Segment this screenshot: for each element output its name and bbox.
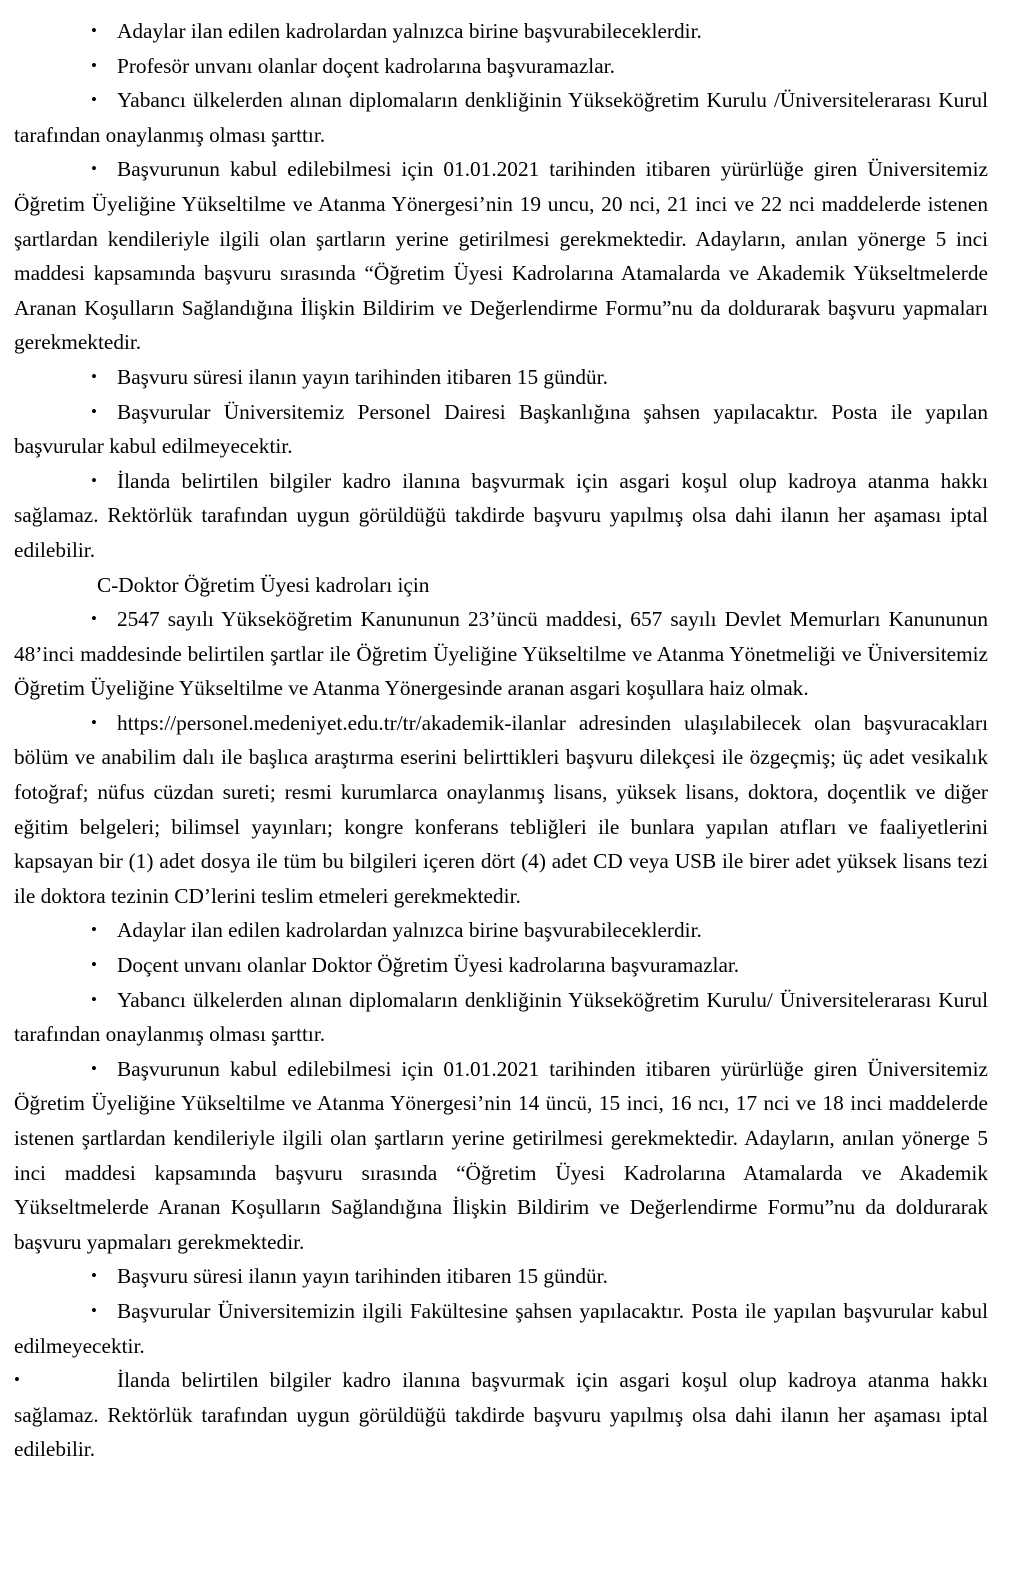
bullet-icon: • bbox=[91, 159, 97, 179]
list-item bbox=[14, 1259, 988, 1294]
bullet-icon: • bbox=[91, 55, 97, 75]
bullet-icon: • bbox=[91, 90, 97, 110]
list-item-text: https://personel.medeniyet.edu.tr/tr/akademik-ilanlar adresinden ulaşılabilecek olan başvuracakları bölüm ve anabilim dalı ile başlıca araştırma eserini belirttikleri başvuru dilekçesi ile özgeçmiş; üç adet vesikalık fotoğraf; nüfus cüzdan sureti; resmi kurumlarca onaylanmış lisans, yüksek lisans, doktora, doçentlik ve diğer eğitim belgeleri; bilimsel yayınları; kongre konferans tebliğleri ile bunlara yapılan atıfları ve faaliyetlerini kapsayan bir (1) adet dosya ile tüm bu bilgileri içeren dört (4) adet CD veya USB ile birer adet yüksek lisans tezi ile doktora tezinin CD’lerini teslim etmeleri gerekmektedir. bbox=[14, 710, 988, 908]
list-item-text: Başvurular Üniversitemizin ilgili Fakültesine şahsen yapılacaktır. Posta ile yapılan başvurular kabul edilmeyecektir. bbox=[14, 1298, 988, 1358]
list-item bbox=[14, 14, 988, 49]
bullet-icon: • bbox=[91, 1266, 97, 1286]
list-item bbox=[14, 706, 988, 914]
bullet-icon: • bbox=[14, 1370, 20, 1390]
bullet-icon: • bbox=[91, 470, 97, 490]
list-item bbox=[14, 83, 988, 152]
bullet-icon: • bbox=[91, 712, 97, 732]
bullet-icon: • bbox=[91, 1300, 97, 1320]
list-item-text: Profesör unvanı olanlar doçent kadrolarına başvuramazlar. bbox=[117, 53, 615, 78]
bullet-icon: • bbox=[91, 401, 97, 421]
bullet-icon: • bbox=[91, 955, 97, 975]
bullet-icon: • bbox=[91, 989, 97, 1009]
list-item-text: Başvuru süresi ilanın yayın tarihinden itibaren 15 gündür. bbox=[117, 1264, 608, 1289]
list-item-text: Doçent unvanı olanlar Doktor Öğretim Üyesi kadrolarına başvuramazlar. bbox=[117, 953, 740, 978]
list-item bbox=[14, 1363, 988, 1467]
bullet-icon: • bbox=[91, 920, 97, 940]
list-item bbox=[14, 464, 988, 568]
list-item-text: Yabancı ülkelerden alınan diplomaların denkliğinin Yükseköğretim Kurulu /Üniversitelerarası Kurul tarafından onaylanmış olması şarttır. bbox=[14, 88, 988, 147]
list-item-text: 2547 sayılı Yükseköğretim Kanununun 23’üncü maddesi, 657 sayılı Devlet Memurları Kanununun 48’inci maddesinde belirtilen şartlar ile Öğretim Üyeliğine Yükseltilme ve Atanma Yönetmeliği ve Üniversitemiz Öğretim Üyeliğine Yükseltilme ve Atanma Yönergesinde aranan asgari koşullara haiz olmak. bbox=[14, 607, 988, 701]
list-item bbox=[14, 983, 988, 1052]
bullet-icon: • bbox=[91, 21, 97, 40]
list-item bbox=[14, 602, 988, 706]
list-item bbox=[14, 360, 988, 395]
list-item-text: Adaylar ilan edilen kadrolardan yalnızca birine başvurabileceklerdir. bbox=[117, 19, 702, 43]
list-item-text: İlanda belirtilen bilgiler kadro ilanına başvurmak için asgari koşul olup kadroya atanma hakkı sağlamaz. Rektörlük tarafından uygun görüldüğü takdirde başvuru yapılmış olsa dahi ilanın her aşaması iptal edilebilir. bbox=[14, 468, 988, 562]
document-body bbox=[14, 14, 988, 1467]
bullet-icon: • bbox=[91, 366, 97, 386]
list-item bbox=[14, 948, 988, 983]
list-item bbox=[14, 913, 988, 948]
list-item bbox=[14, 49, 988, 84]
bullet-icon: • bbox=[91, 609, 97, 629]
list-item-text: Yabancı ülkelerden alınan diplomaların denkliğinin Yükseköğretim Kurulu/ Üniversitelerarası Kurul tarafından onaylanmış olması şarttır. bbox=[14, 987, 988, 1047]
section-heading: C-Doktor Öğretim Üyesi kadroları için bbox=[97, 572, 430, 597]
list-item bbox=[14, 1294, 988, 1363]
list-item-text: Başvurunun kabul edilebilmesi için 01.01.2021 tarihinden itibaren yürürlüğe giren Üniversitemiz Öğretim Üyeliğine Yükseltilme ve Atanma Yönergesi’nin 19 uncu, 20 nci, 21 inci ve 22 nci maddelerde istenen şartlardan kendileriyle ilgili olan şartların yerine getirilmesi gerekmektedir. Adayların, anılan yönerge 5 inci maddesi kapsamında başvuru sırasında “Öğretim Üyesi Kadrolarına Atamalarda ve Akademik Yükseltmelerde Aranan Koşulların Sağlandığına İlişkin Bildirim ve Değerlendirme Formu”nu da doldurarak başvuru yapmaları gerekmektedir. bbox=[14, 157, 988, 355]
list-item-text: Başvurunun kabul edilebilmesi için 01.01.2021 tarihinden itibaren yürürlüğe giren Üniversitemiz Öğretim Üyeliğine Yükseltilme ve Atanma Yönergesi’nin 14 üncü, 15 inci, 16 ncı, 17 nci ve 18 inci maddelerde istenen şartlardan kendileriyle ilgili olan şartların yerine getirilmesi gerekmektedir. Adayların, anılan yönerge 5 inci maddesi kapsamında başvuru sırasında “Öğretim Üyesi Kadrolarına Atamalarda ve Akademik Yükseltmelerde Aranan Koşulların Sağlandığına İlişkin Bildirim ve Değerlendirme Formu”nu da doldurarak başvuru yapmaları gerekmektedir. bbox=[14, 1056, 988, 1254]
list-item bbox=[14, 395, 988, 464]
list-item-text: İlanda belirtilen bilgiler kadro ilanına başvurmak için asgari koşul olup kadroya atanma hakkı sağlamaz. Rektörlük tarafından uygun görüldüğü takdirde başvuru yapılmış olsa dahi ilanın her aşaması iptal edilebilir. bbox=[14, 1368, 988, 1462]
list-item bbox=[14, 152, 988, 360]
list-item-text: Adaylar ilan edilen kadrolardan yalnızca birine başvurabileceklerdir. bbox=[117, 918, 702, 943]
bullet-icon: • bbox=[91, 1058, 97, 1078]
list-item bbox=[14, 1052, 988, 1260]
list-item-text: Başvuru süresi ilanın yayın tarihinden itibaren 15 gündür. bbox=[117, 364, 608, 389]
list-item-text: Başvurular Üniversitemiz Personel Dairesi Başkanlığına şahsen yapılacaktır. Posta ile yapılan başvurular kabul edilmeyecektir. bbox=[14, 399, 988, 459]
